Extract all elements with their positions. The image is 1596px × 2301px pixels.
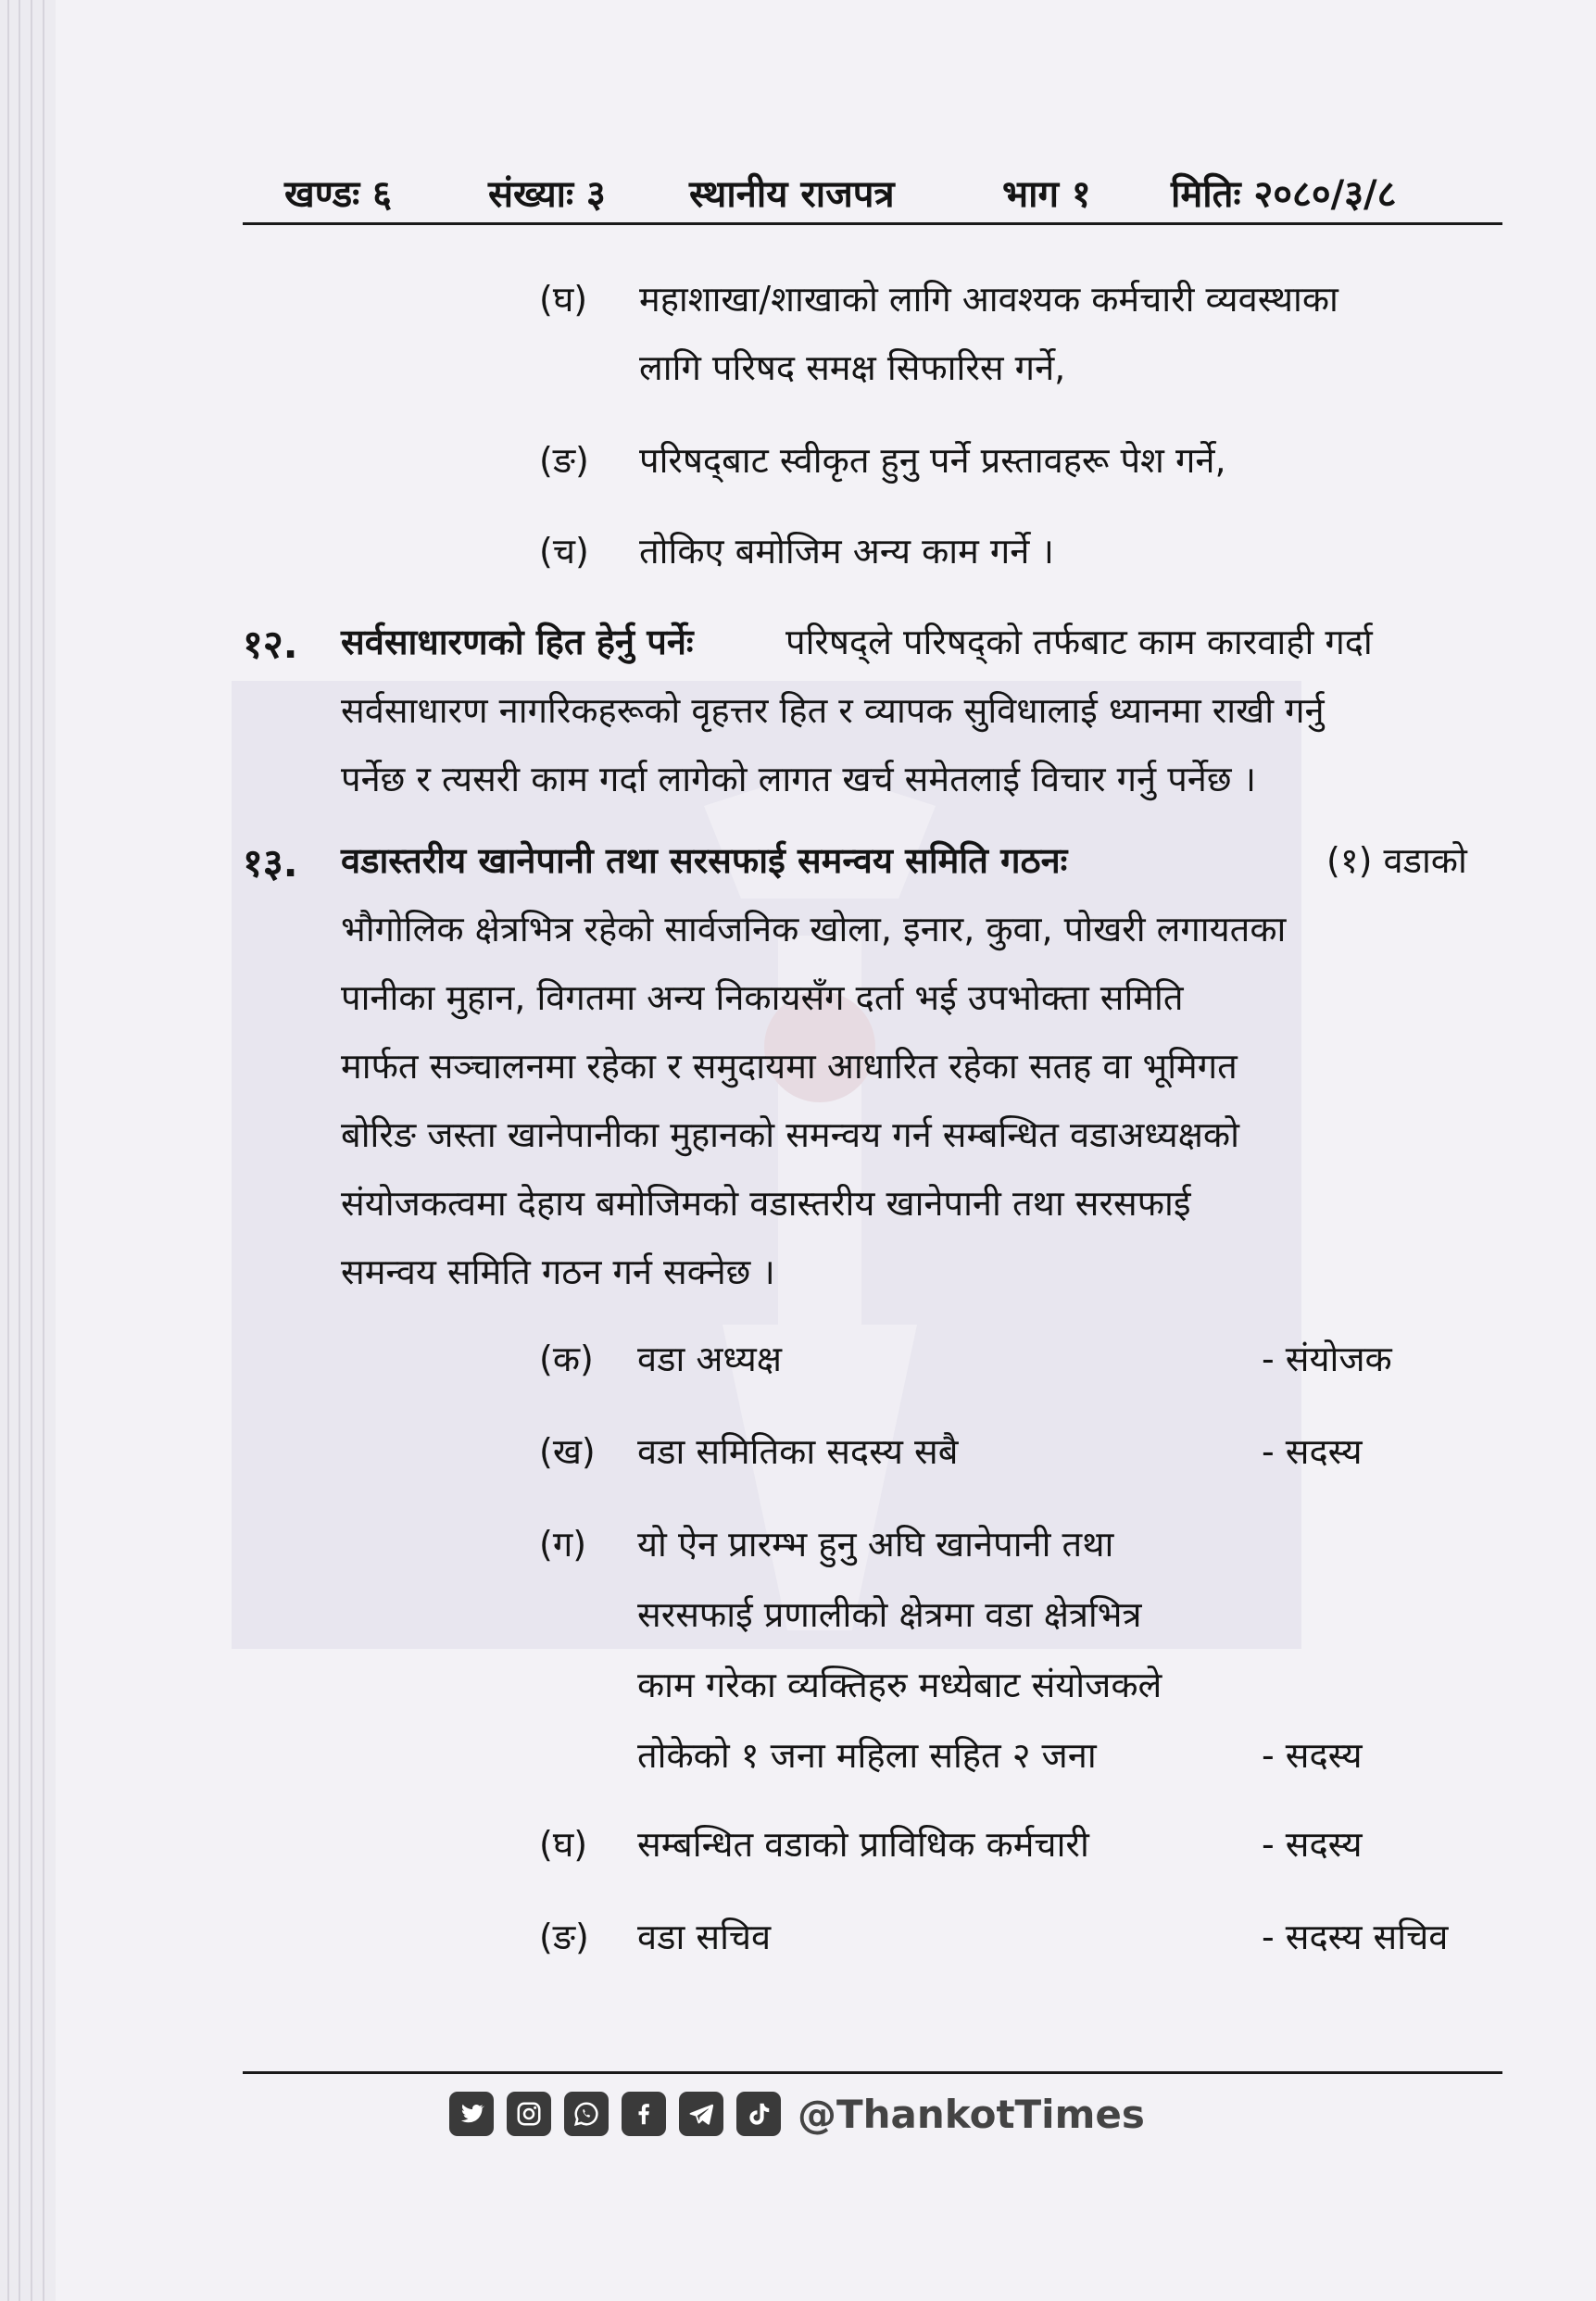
member-role: - सदस्य सचिव — [1262, 1917, 1449, 1957]
header-rule — [243, 222, 1502, 225]
section-text: पर्नेछ र त्यसरी काम गर्दा लागेको लागत खर्च समेतलाई विचार गर्नु पर्नेछ । — [341, 759, 1257, 799]
item-text: लागि परिषद समक्ष सिफारिस गर्ने, — [639, 347, 1066, 388]
section-number: १३. — [243, 840, 298, 886]
facebook-icon[interactable] — [622, 2092, 666, 2136]
member-label: (क) — [539, 1339, 594, 1379]
social-footer — [449, 2086, 1145, 2142]
section-text: (१) वडाको — [1326, 840, 1467, 881]
member-name: काम गरेका व्यक्तिहरु मध्येबाट संयोजकले — [637, 1665, 1162, 1705]
section-heading: वडास्तरीय खानेपानी तथा सरसफाई समन्वय समिति गठनः — [341, 840, 1068, 881]
member-label: (ख) — [539, 1431, 596, 1472]
member-role: - सदस्य — [1262, 1431, 1363, 1472]
section-text: सर्वसाधारण नागरिकहरूको वृहत्तर हित र व्यापक सुविधालाई ध्यानमा राखी गर्नु — [341, 690, 1325, 731]
member-name: सरसफाई प्रणालीको क्षेत्रमा वडा क्षेत्रभित्र — [637, 1594, 1142, 1635]
telegram-icon[interactable] — [679, 2092, 723, 2136]
tiktok-icon[interactable] — [736, 2092, 781, 2136]
twitter-icon[interactable] — [449, 2092, 494, 2136]
header-number: संख्याः ३ — [488, 172, 606, 216]
member-name: वडा अध्यक्ष — [637, 1339, 782, 1379]
section-text: संयोजकत्वमा देहाय बमोजिमको वडास्तरीय खानेपानी तथा सरसफाई — [341, 1183, 1191, 1224]
member-name: सम्बन्धित वडाको प्राविधिक कर्मचारी — [637, 1824, 1089, 1865]
whatsapp-icon[interactable] — [564, 2092, 609, 2136]
item-label: (घ) — [539, 279, 588, 320]
gazette-header — [243, 165, 1502, 219]
section-number: १२. — [243, 622, 298, 667]
item-text: तोकिए बमोजिम अन्य काम गर्ने । — [639, 531, 1054, 572]
social-handle[interactable]: @ThankotTimes — [798, 2091, 1145, 2137]
header-title: स्थानीय राजपत्र — [689, 172, 895, 216]
item-text: परिषद्‌बाट स्वीकृत हुनु पर्ने प्रस्तावहरू पेश गर्ने, — [639, 440, 1226, 481]
section-text: भौगोलिक क्षेत्रभित्र रहेको सार्वजनिक खोला, इनार, कुवा, पोखरी लगायतका — [341, 909, 1287, 949]
member-role: - सदस्य — [1262, 1735, 1363, 1776]
instagram-icon[interactable] — [507, 2092, 551, 2136]
header-volume: खण्डः ६ — [284, 172, 392, 216]
member-label: (ग) — [539, 1524, 587, 1565]
item-label: (ङ) — [539, 440, 589, 481]
footer-rule — [243, 2071, 1502, 2074]
member-name: यो ऐन प्रारम्भ हुनु अघि खानेपानी तथा — [637, 1524, 1114, 1565]
member-name: वडा समितिका सदस्य सबै — [637, 1431, 959, 1472]
member-role: - संयोजक — [1262, 1339, 1392, 1379]
section-text: बोरिङ जस्ता खानेपानीका मुहानको समन्वय गर्न सम्बन्धित वडाअध्यक्षको — [341, 1114, 1239, 1155]
section-text: परिषद्‌ले परिषद्‌को तर्फबाट काम कारवाही गर्दा — [785, 622, 1373, 662]
section-heading: सर्वसाधारणको हित हेर्नु पर्नेः — [341, 622, 694, 662]
item-label: (च) — [539, 531, 589, 572]
member-name: वडा सचिव — [637, 1917, 772, 1957]
section-text: समन्वय समिति गठन गर्न सक्नेछ । — [341, 1251, 775, 1292]
member-name: तोकेको १ जना महिला सहित २ जना — [637, 1735, 1097, 1776]
section-text: मार्फत सञ्चालनमा रहेका र समुदायमा आधारित रहेका सतह वा भूमिगत — [341, 1046, 1238, 1087]
section-text: पानीका मुहान, विगतमा अन्य निकायसँग दर्ता भई उपभोक्ता समिति — [341, 977, 1184, 1018]
header-part: भाग १ — [1002, 172, 1091, 216]
header-date: मितिः २०८०/३/८ — [1171, 172, 1397, 216]
member-label: (ङ) — [539, 1917, 589, 1957]
member-label: (घ) — [539, 1824, 588, 1865]
member-role: - सदस्य — [1262, 1824, 1363, 1865]
item-text: महाशाखा/शाखाको लागि आवश्यक कर्मचारी व्यवस्थाका — [639, 279, 1338, 320]
